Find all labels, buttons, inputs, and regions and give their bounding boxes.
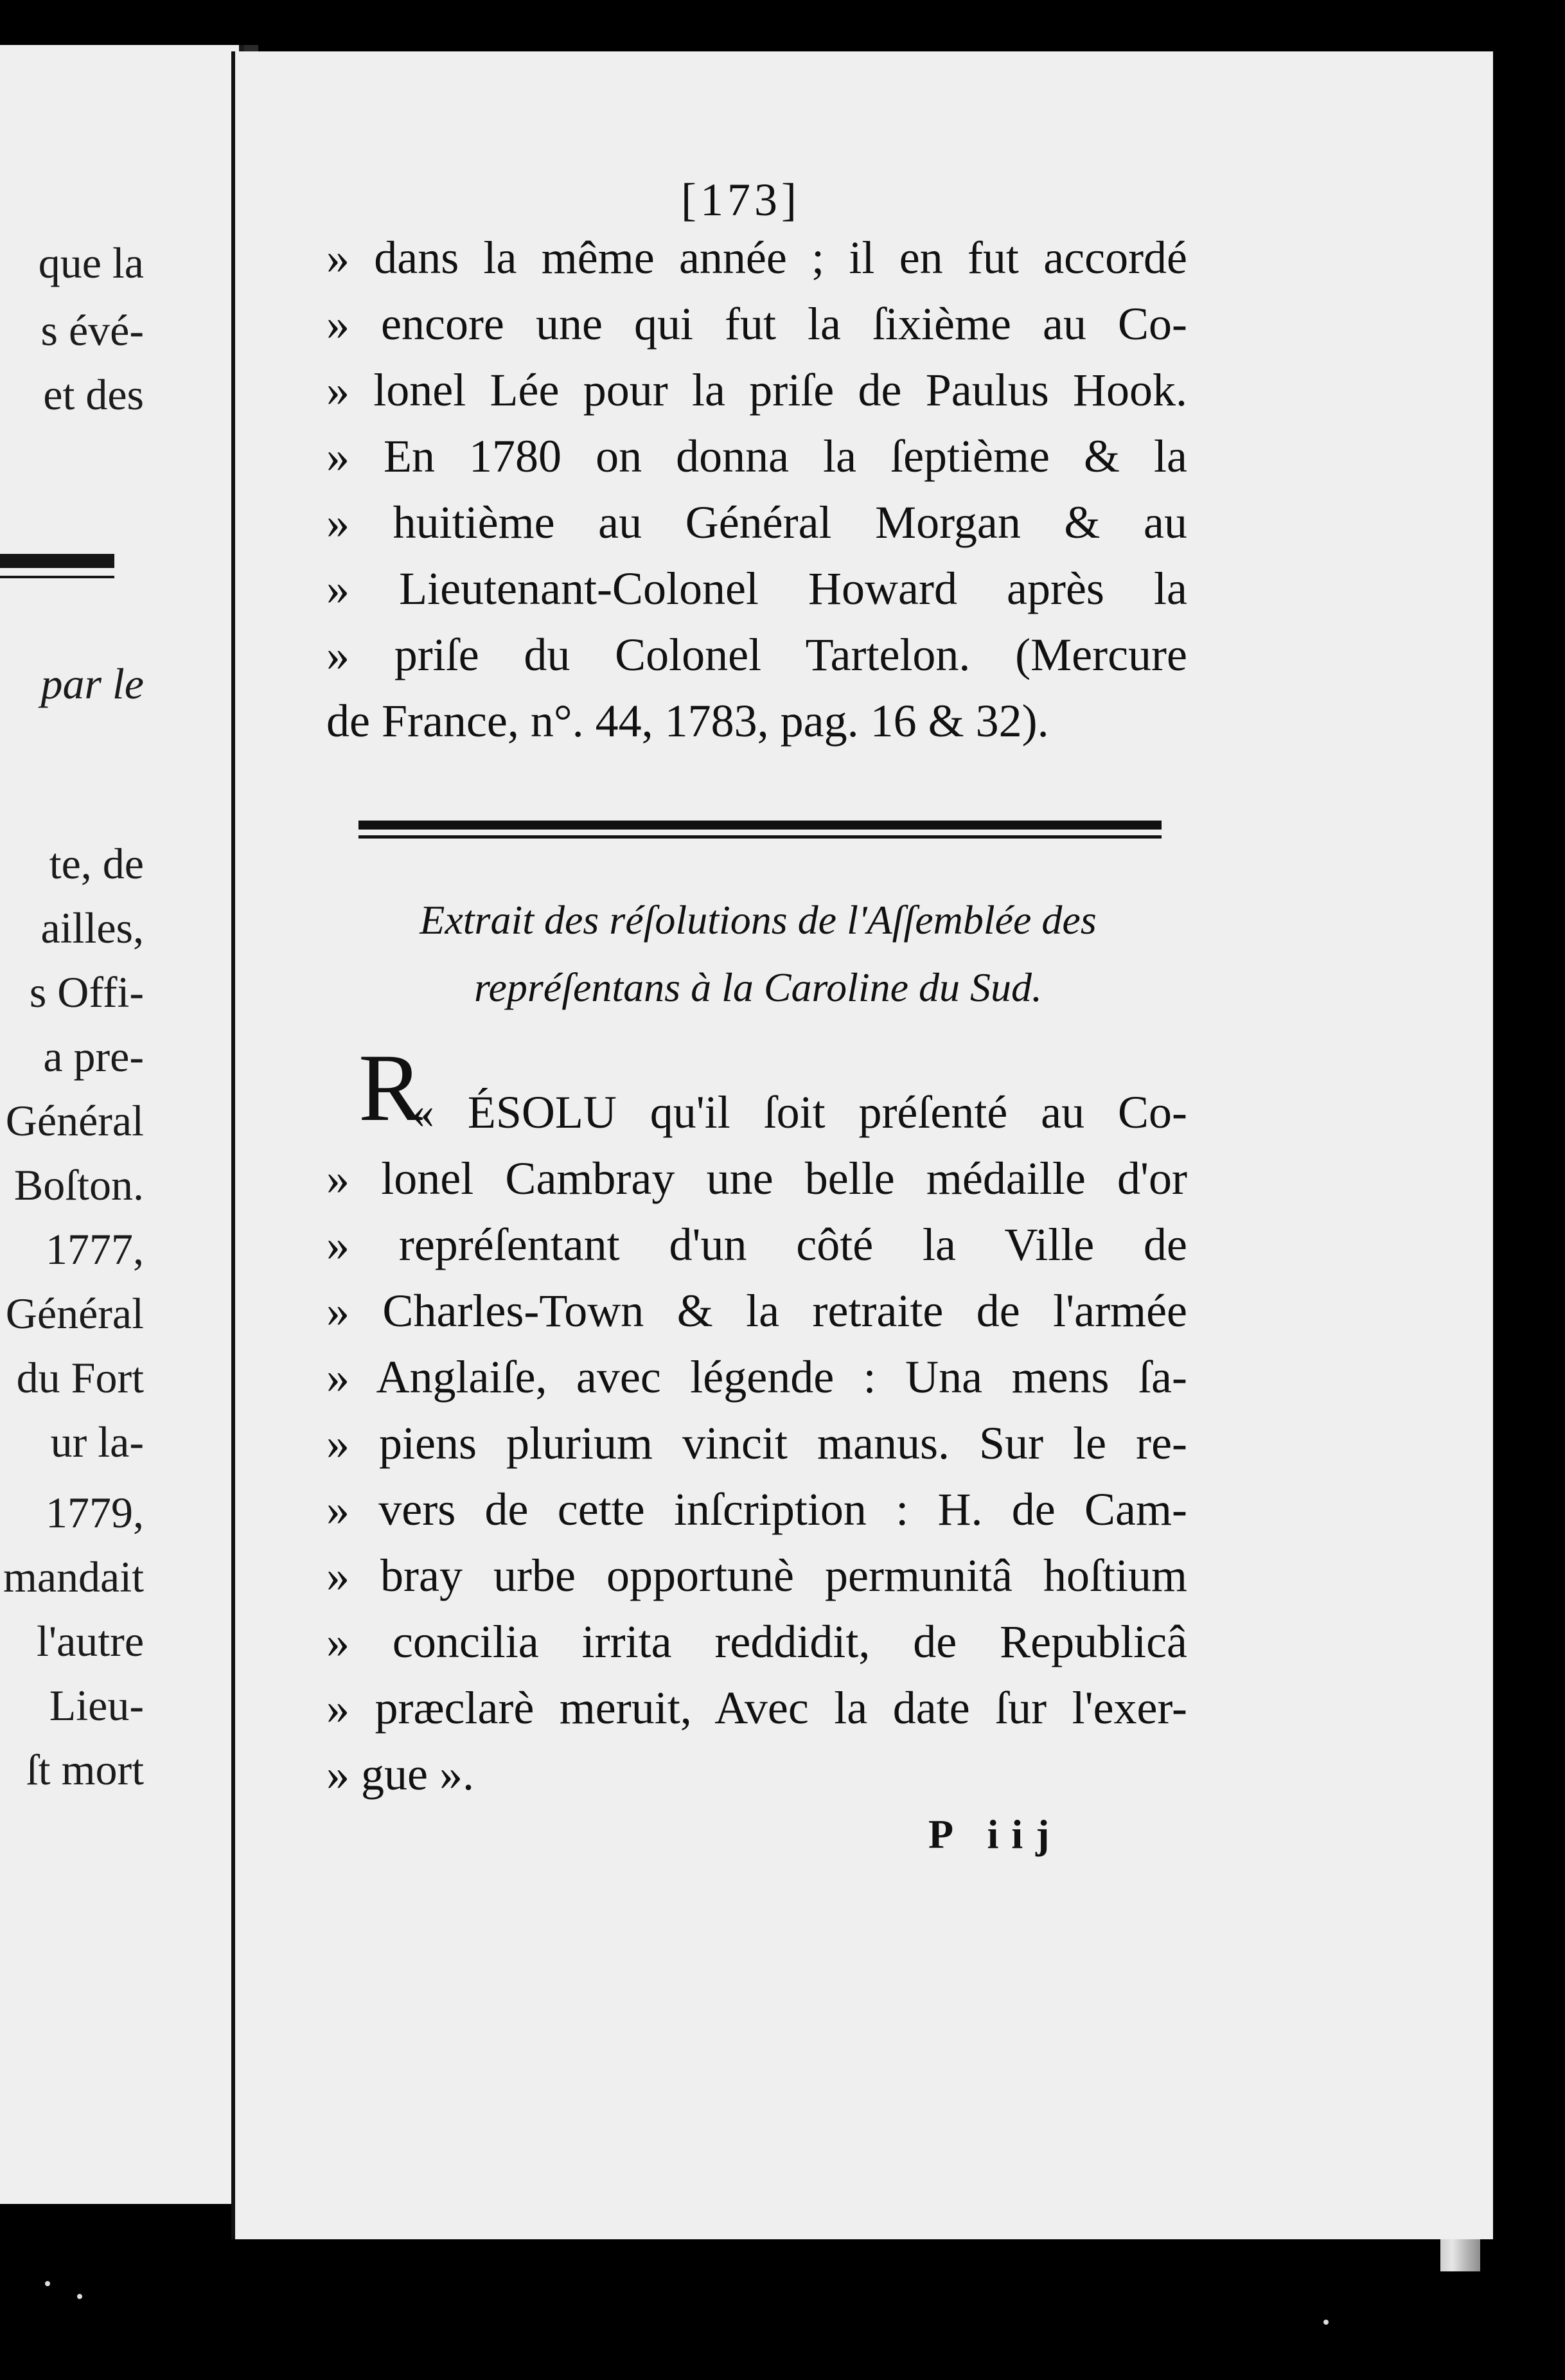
- text-line: » encore une qui fut la ſixième au Co-: [326, 298, 1187, 350]
- left-line: l'autre: [36, 1617, 144, 1665]
- text-line: » En 1780 on donna la ſeptième & la: [326, 431, 1187, 482]
- left-line: par le: [40, 659, 144, 708]
- scan-speck: [77, 2294, 82, 2299]
- left-line: s évé-: [40, 306, 144, 355]
- text-line: de France, n°. 44, 1783, pag. 16 & 32).: [326, 695, 1049, 747]
- left-line: ailles,: [40, 903, 144, 952]
- left-line: ſt mort: [26, 1745, 144, 1794]
- text-line: » lonel Cambray une belle médaille d'or: [326, 1153, 1187, 1204]
- left-line: 1777,: [46, 1225, 144, 1274]
- drop-cap: R: [358, 1035, 423, 1141]
- left-line: et des: [43, 370, 144, 419]
- page-number: [173]: [681, 174, 800, 226]
- left-page-fragment: [0, 45, 244, 2204]
- left-line: 1779,: [46, 1488, 144, 1537]
- scan-speck: [1323, 2320, 1329, 2325]
- left-page-rule-thin: [0, 576, 114, 578]
- text-line: » vers de cette inſcription : H. de Cam-: [326, 1484, 1187, 1535]
- text-line: » Anglaiſe, avec légende : Una mens ſa-: [326, 1351, 1187, 1403]
- text-line: » concilia irrita reddidit, de Republicâ: [326, 1616, 1187, 1667]
- text-line: » dans la même année ; il en fut accordé: [326, 232, 1187, 283]
- left-line: ur la-: [50, 1417, 144, 1466]
- text-line: » priſe du Colonel Tartelon. (Mercure: [326, 629, 1187, 680]
- section-heading: Extrait des réſolutions de l'Aſſemblée des: [420, 897, 1097, 943]
- left-line: Général: [5, 1289, 144, 1338]
- left-line: que la: [38, 238, 144, 287]
- text-line: » gue ».: [326, 1748, 474, 1800]
- left-line: a pre-: [43, 1032, 144, 1081]
- text-line: » præclarè meruit, Avec la date ſur l'exer-: [326, 1682, 1187, 1734]
- text-line: » bray urbe opportunè permunitâ hoſtium: [326, 1550, 1187, 1601]
- left-line: s Offi-: [29, 968, 144, 1017]
- scan-speck: [45, 2281, 50, 2286]
- left-page-rule: [0, 554, 114, 568]
- signature-mark: P iij: [928, 1811, 1063, 1857]
- left-line: Lieu-: [49, 1681, 144, 1730]
- section-rule-thin: [358, 835, 1162, 839]
- text-line: » repréſentant d'un côté la Ville de: [326, 1219, 1187, 1270]
- left-line: du Fort: [16, 1353, 144, 1402]
- text-line: » lonel Lée pour la priſe de Paulus Hook.: [326, 364, 1187, 416]
- text-line: » Charles-Town & la retraite de l'armée: [326, 1285, 1187, 1337]
- text-line: » piens plurium vincit manus. Sur le re-: [326, 1417, 1187, 1469]
- left-line: mandait: [3, 1552, 144, 1601]
- text-line: » Lieutenant-Colonel Howard après la: [326, 563, 1187, 614]
- section-heading: repréſentans à la Caroline du Sud.: [473, 964, 1043, 1010]
- left-line: Boſton.: [13, 1160, 144, 1209]
- left-line: Général: [5, 1096, 144, 1145]
- left-line: te, de: [49, 839, 144, 888]
- section-rule: [358, 821, 1162, 830]
- text-line: » huitième au Général Morgan & au: [326, 497, 1187, 548]
- text-line: « ÉSOLU qu'il ſoit préſenté au Co-: [411, 1087, 1187, 1138]
